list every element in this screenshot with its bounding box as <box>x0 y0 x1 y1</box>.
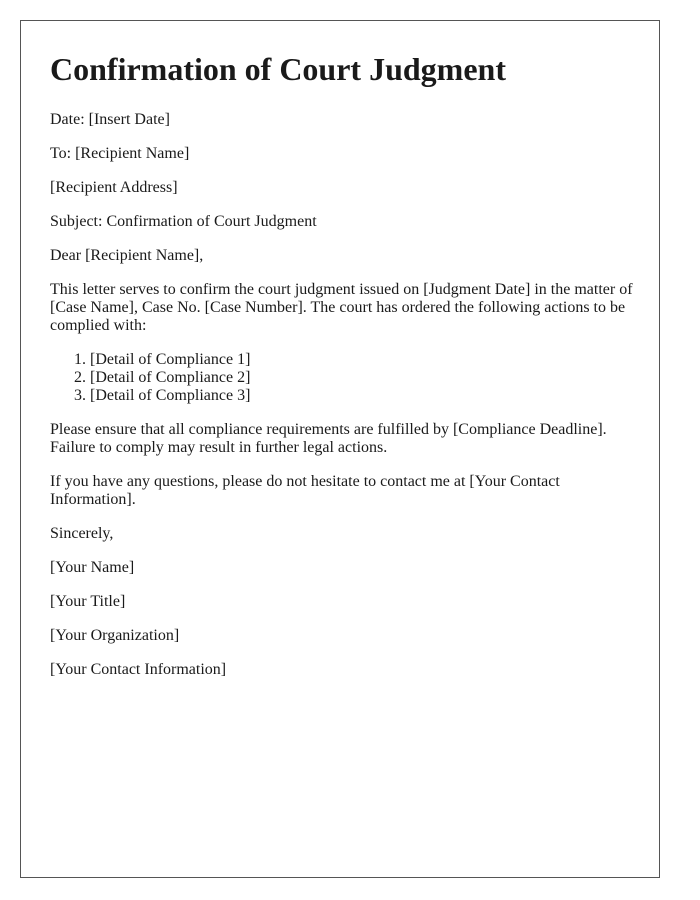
intro-paragraph: This letter serves to confirm the court judgment issued on [Judgment Date] in the matter of [Case Name], Case No. [Case Number]. The court has ordered the following actions to be complied with: <box>50 281 633 334</box>
compliance-item: 1. [Detail of Compliance 1] <box>90 351 640 369</box>
closing: Sincerely, <box>50 525 114 542</box>
letter-body <box>50 49 640 695</box>
subject-line: Subject: Confirmation of Court Judgment <box>50 213 317 230</box>
recipient-line: To: [Recipient Name] <box>50 145 190 162</box>
compliance-list <box>50 351 640 405</box>
letter-title: Confirmation of Court Judgment <box>50 51 506 87</box>
salutation: Dear [Recipient Name], <box>50 247 204 264</box>
letter-page <box>20 20 660 878</box>
compliance-item: 2. [Detail of Compliance 2] <box>90 369 640 387</box>
recipient-address: [Recipient Address] <box>50 179 178 196</box>
sender-title: [Your Title] <box>50 593 126 610</box>
sender-organization: [Your Organization] <box>50 627 180 644</box>
contact-paragraph: If you have any questions, please do not hesitate to contact me at [Your Contact Information]. <box>50 473 560 508</box>
compliance-item: 3. [Detail of Compliance 3] <box>90 387 640 405</box>
date-line: Date: [Insert Date] <box>50 111 170 128</box>
sender-contact: [Your Contact Information] <box>50 661 227 678</box>
deadline-paragraph: Please ensure that all compliance requirements are fulfilled by [Compliance Deadline]. Failure to comply may result in further legal actions. <box>50 421 607 456</box>
sender-name: [Your Name] <box>50 559 135 576</box>
